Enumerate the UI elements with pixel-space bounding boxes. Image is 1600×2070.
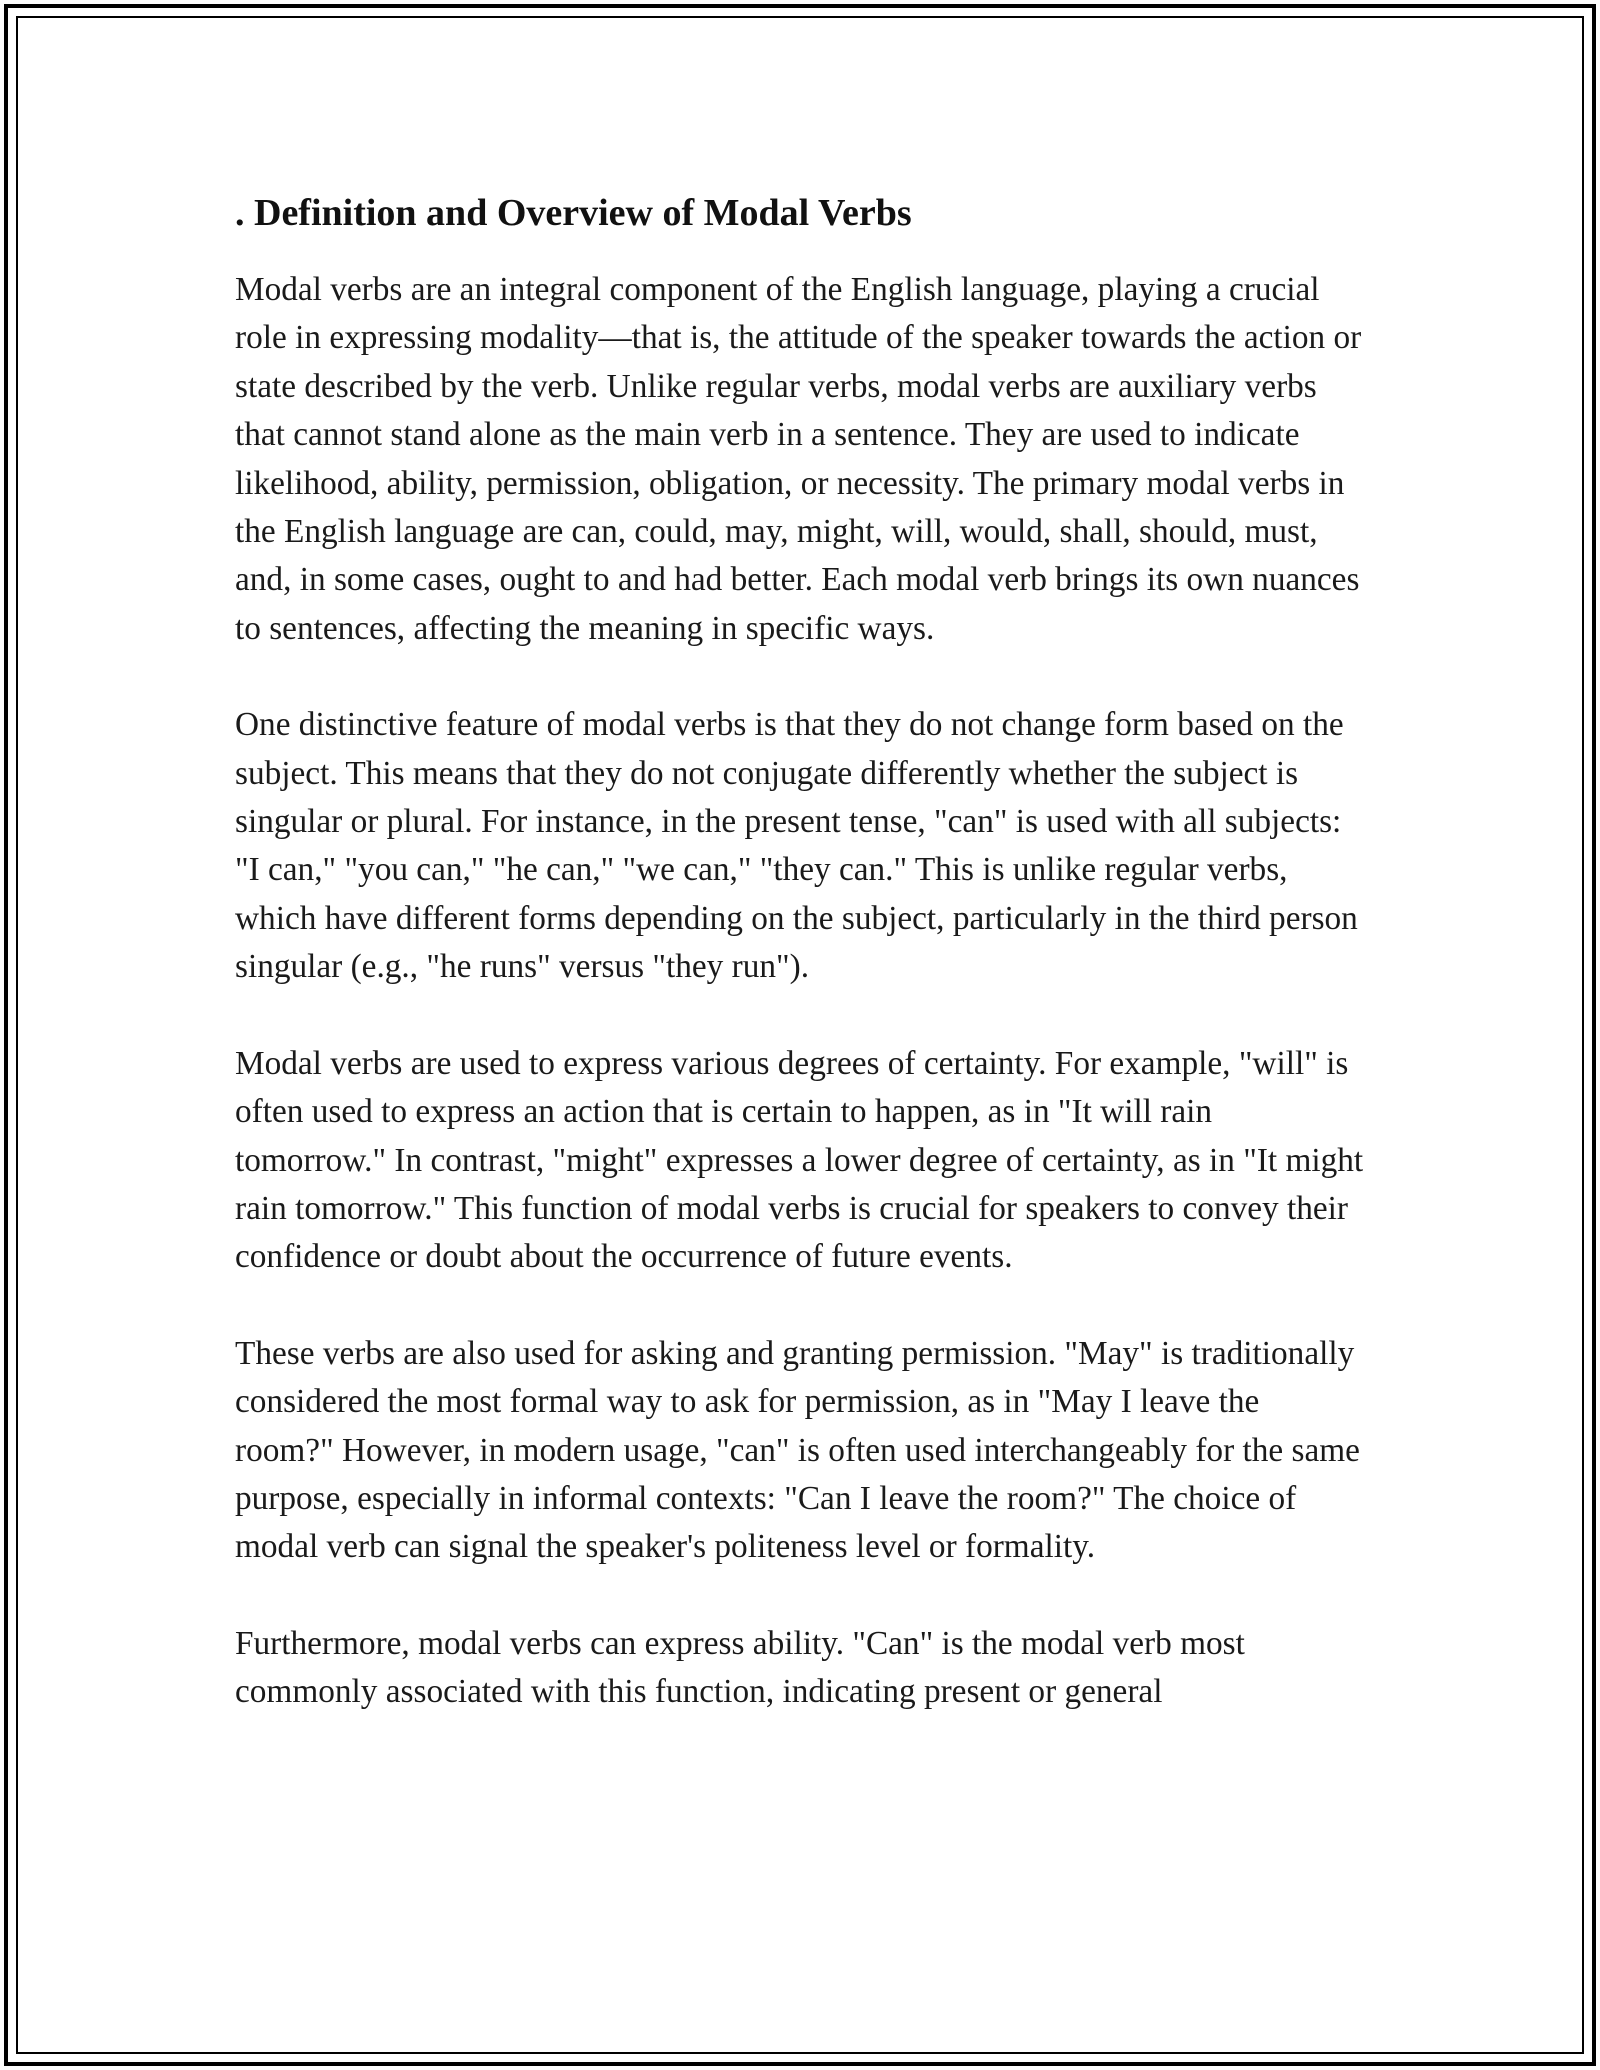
paragraph-ability: Furthermore, modal verbs can express ability. "Can" is the modal verb most commonly associated with this function, indicating present or general [235, 1624, 1245, 1711]
section-heading: . Definition and Overview of Modal Verbs [235, 192, 912, 234]
paragraph-certainty: Modal verbs are used to express various degrees of certainty. For example, "will" is often used to express an action that is certain to happen, as in "It will rain tomorrow." In contrast, "might" expresses a lower degree of certainty, as in "It might rain tomorrow." This function of modal verbs is crucial for speakers to convey their confidence or doubt about the occurrence of future events. [235, 1044, 1364, 1276]
document-body [235, 186, 1365, 1717]
paragraph-form: One distinctive feature of modal verbs is that they do not change form based on the subject. This means that they do not conjugate differently whether the subject is singular or plural. For instance, in the present tense, "can" is used with all subjects: "I can," "you can," "he can," "we can," "they can." This is unlike regular verbs, which have different forms depending on the subject, particularly in the third person singular (e.g., "he runs" versus "they run"). [235, 706, 1358, 986]
paragraph-definition: Modal verbs are an integral component of the English language, playing a crucial role in expressing modality—that is, the attitude of the speaker towards the action or state described by the verb. Unlike regular verbs, modal verbs are auxiliary verbs that cannot stand alone as the main verb in a sentence. They are used to indicate likelihood, ability, permission, obligation, or necessity. The primary modal verbs in the English language are can, could, may, might, will, would, shall, should, must, and, in some cases, ought to and had better. Each modal verb brings its own nuances to sentences, affecting the meaning in specific ways. [235, 271, 1362, 647]
paragraph-permission: These verbs are also used for asking and granting permission. "May" is traditionally considered the most formal way to ask for permission, as in "May I leave the room?" However, in modern usage, "can" is often used interchangeably for the same purpose, especially in informal contexts: "Can I leave the room?" The choice of modal verb can signal the speaker's politeness level or formality. [235, 1334, 1360, 1566]
